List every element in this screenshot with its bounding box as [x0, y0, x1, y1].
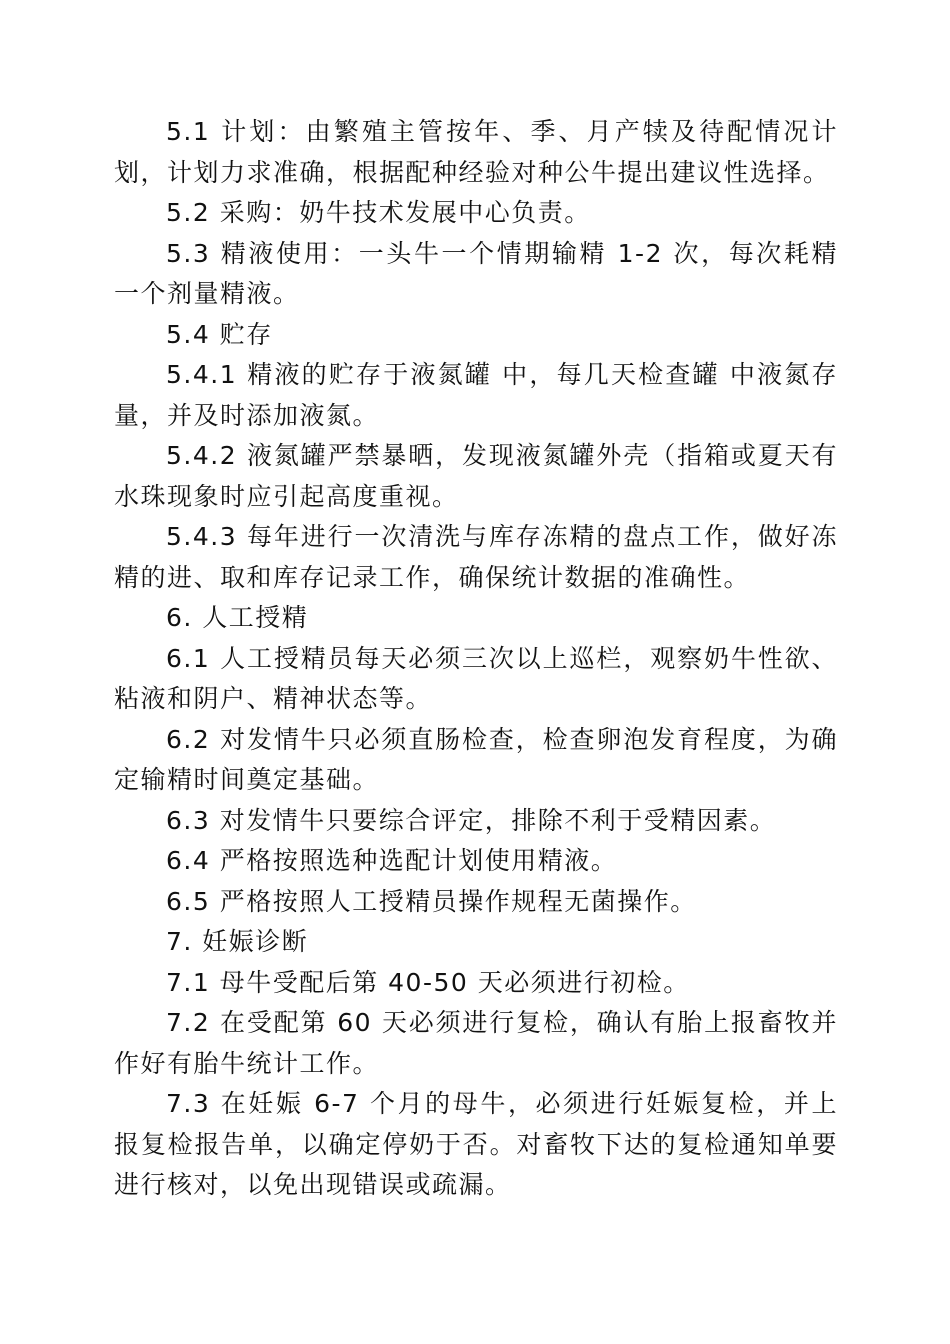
paragraph-6-2: 6.2 对发情牛只必须直肠检查，检查卵泡发育程度，为确定输精时间奠定基础。: [114, 724, 838, 794]
paragraph-6-1: 6.1 人工授精员每天必须三次以上巡栏，观察奶牛性欲、粘液和阴户、精神状态等。: [114, 643, 838, 713]
paragraph-5-4-1: 5.4.1 精液的贮存于液氮罐 中，每几天检查罐 中液氮存量，并及时添加液氮。: [114, 360, 838, 430]
paragraph-5-2: 5.2 采购：奶牛技术发展中心负责。: [166, 198, 591, 227]
paragraph-7-2: 7.2 在受配第 60 天必须进行复检，确认有胎上报畜牧并作好有胎牛统计工作。: [114, 1008, 838, 1078]
paragraph-7-1: 7.1 母牛受配后第 40-50 天必须进行初检。: [166, 967, 690, 997]
paragraph-5-1: 5.1 计划：由繁殖主管按年、季、月产犊及待配情况计划，计划力求准确，根据配种经验对种公牛提出建议性选择。: [114, 117, 838, 187]
heading-7: 7. 妊娠诊断: [166, 927, 309, 956]
paragraph-5-4-3: 5.4.3 每年进行一次清洗与库存冻精的盘点工作，做好冻精的进、取和库存记录工作，确保统计数据的准确性。: [114, 522, 838, 592]
paragraph-7-3: 7.3 在妊娠 6-7 个月的母牛，必须进行妊娠复检，并上报复检报告单，以确定停奶于否。对畜牧下达的复检通知单要进行核对，以免出现错误或疏漏。: [114, 1089, 838, 1199]
paragraph-6-4: 6.4 严格按照选种选配计划使用精液。: [166, 846, 618, 875]
paragraph-6-5: 6.5 严格按照人工授精员操作规程无菌操作。: [166, 886, 697, 916]
paragraph-6-3: 6.3 对发情牛只要综合评定，排除不利于受精因素。: [166, 805, 777, 835]
paragraph-5-3: 5.3 精液使用：一头牛一个情期输精 1-2 次，每次耗精一个剂量精液。: [114, 238, 838, 308]
heading-6: 6. 人工授精: [166, 603, 309, 632]
paragraph-5-4: 5.4 贮存: [166, 319, 273, 349]
paragraph-5-4-2: 5.4.2 液氮罐严禁暴晒，发现液氮罐外壳（指箱或夏天有水珠现象时应引起高度重视。: [114, 441, 838, 511]
